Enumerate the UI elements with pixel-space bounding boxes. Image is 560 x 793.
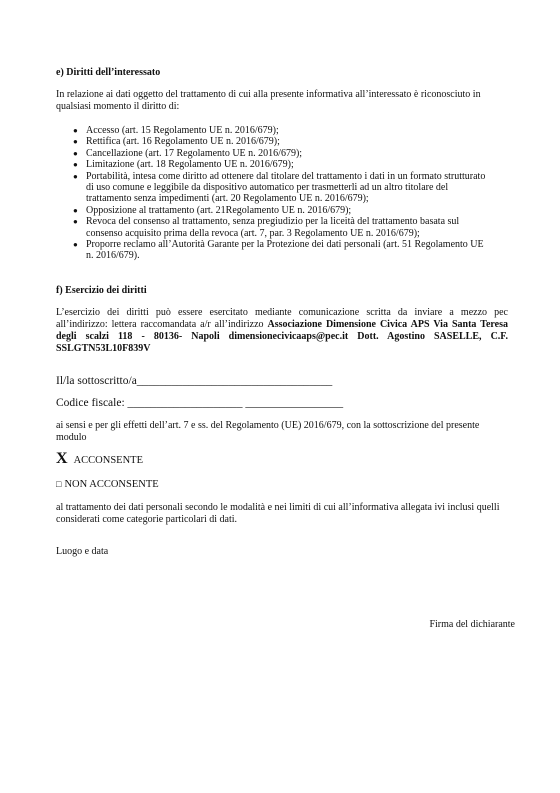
bullet-icon: ●: [73, 217, 78, 227]
consent-text-line: modulo: [56, 432, 87, 443]
rights-list: [56, 125, 516, 262]
accept-label: ACCONSENTE: [73, 455, 143, 466]
closing-text-line: considerati come categorie particolari di dati.: [56, 514, 238, 525]
association-name: Associazione Dimensione Civica APS Via Santa Teresa: [267, 319, 508, 330]
bullet-icon: ●: [73, 126, 78, 135]
rights-item-text: consenso acquisito prima della revoca (art. 7, par. 3 Regolamento UE n. 2016/679);: [86, 227, 420, 239]
rights-item-text: Proporre reclamo all’Autorità Garante per la Protezione dei dati personali (art. 51 Regolamento UE: [86, 239, 484, 251]
bullet-icon: ●: [73, 148, 78, 158]
rights-list-item: [56, 239, 516, 262]
checkbox-icon: □: [56, 479, 62, 489]
consent-text: [56, 420, 508, 444]
consent-text-line: ai sensi e per gli effetti dell’art. 7 e ss. del Regolamento (UE) 2016/679, con la sottoscrizione del presente: [56, 420, 480, 431]
section-f-line: [56, 319, 508, 331]
signature-label: Firma del dichiarante: [429, 619, 515, 630]
decline-label: NON ACCONSENTE: [64, 479, 159, 490]
section-e-heading: e) Diritti dell’interessato: [56, 67, 161, 78]
bullet-icon: ●: [73, 137, 78, 147]
rights-list-item: [56, 136, 516, 147]
bullet-icon: ●: [73, 160, 78, 170]
rights-item-text: Portabilità, intesa come diritto ad ottenere dal titolare del trattamento i dati in un formato strutturato: [86, 170, 486, 182]
signatory-field[interactable]: Il/la sottoscritto/a__________________________________: [56, 375, 333, 387]
section-f-heading: f) Esercizio dei diritti: [56, 285, 147, 296]
rights-item-text: n. 2016/679).: [86, 250, 140, 262]
rights-list-item: [56, 159, 516, 170]
section-f-line-plain: all’indirizzo: lettera raccomandata a/r all’indirizzo: [56, 319, 268, 330]
closing-text-line: al trattamento dei dati personali secondo le modalità e nei limiti di cui all’informativa allegata ivi inclusi quelli: [56, 502, 500, 513]
rights-item-text: Revoca del consenso al trattamento, senza pregiudizio per la liceità del trattamento basata sul: [86, 216, 460, 228]
section-f-body: [56, 307, 508, 355]
rights-list-item: [56, 171, 516, 205]
rights-item-text: trattamento senza impedimenti (art. 20 Regolamento UE n. 2016/679);: [86, 193, 369, 205]
rights-list-item: [56, 205, 516, 216]
rights-item-text: Opposizione al trattamento (art. 21Regolamento UE n. 2016/679);: [86, 204, 352, 216]
section-f-line: L’esercizio dei diritti può essere esercitato mediante comunicazione scritta da inviare a mezzo pec: [56, 307, 508, 318]
decline-option[interactable]: [56, 478, 159, 491]
rights-list-item: [56, 216, 516, 239]
rights-list-item: [56, 125, 516, 136]
rights-item-text: Accesso (art. 15 Regolamento UE n. 2016/679);: [86, 125, 279, 136]
bullet-icon: ●: [73, 240, 78, 250]
accept-option[interactable]: [56, 450, 143, 467]
rights-item-text: Limitazione (art. 18 Regolamento UE n. 2016/679);: [86, 159, 294, 171]
accept-checkmark-icon: X: [56, 450, 68, 467]
rights-item-text: di uso comune e leggibile da dispositivo automatico per trasmetterli ad un altro titolare del: [86, 182, 449, 194]
place-date-label: Luogo e data: [56, 546, 109, 557]
bullet-icon: ●: [73, 171, 78, 181]
section-e-intro: [56, 89, 508, 113]
fiscal-code-field[interactable]: Codice fiscale: ____________________ _________________: [56, 397, 344, 409]
rights-item-text: Rettifica (art. 16 Regolamento UE n. 2016/679);: [86, 136, 280, 148]
bullet-icon: ●: [73, 205, 78, 215]
section-f-address: degli scalzi 118 - 80136- Napoli dimensionecivicaaps@pec.it Dott. Agostino SASELLE, C.F.: [56, 331, 508, 342]
closing-text: [56, 502, 508, 526]
section-f-fiscal-code: SSLGTN53L10F839V: [56, 343, 151, 354]
section-e-intro-line: qualsiasi momento il diritto di:: [56, 101, 180, 112]
section-e-intro-line: In relazione ai dati oggetto del trattamento di cui alla presente informativa all’interessato è riconosciuto in: [56, 89, 481, 100]
rights-list-item: [56, 148, 516, 159]
rights-item-text: Cancellazione (art. 17 Regolamento UE n. 2016/679);: [86, 147, 303, 159]
